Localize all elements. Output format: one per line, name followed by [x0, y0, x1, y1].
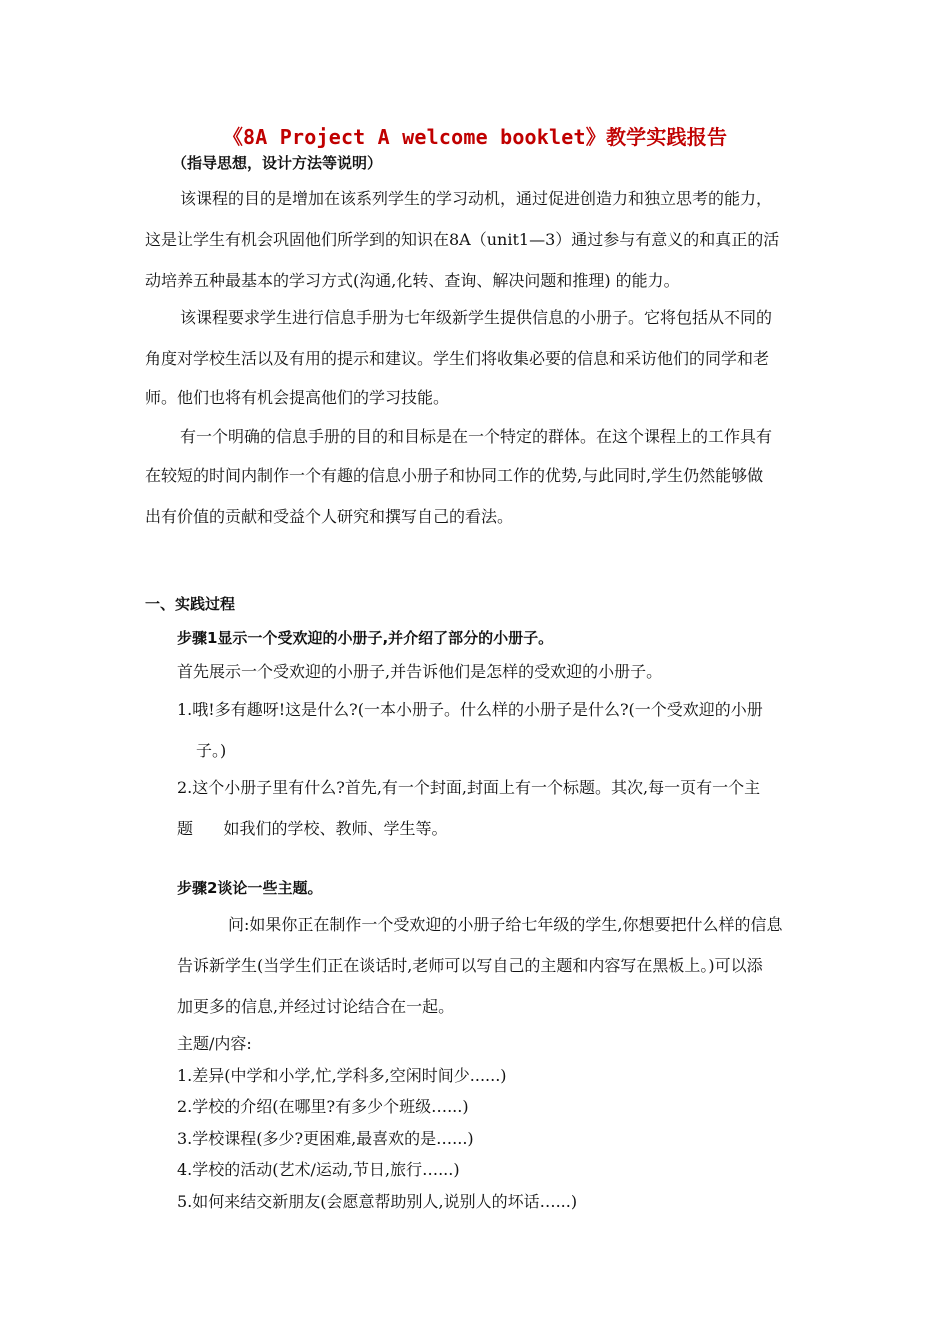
intro-p2-line2: 角度对学校生活以及有用的提示和建议。学生们将收集必要的信息和采访他们的同学和老	[145, 349, 770, 368]
topic-item: 3.学校课程(多少?更困难,最喜欢的是…...)	[177, 1129, 474, 1148]
document-title: 《8A Project A welcome booklet》教学实践报告	[222, 125, 728, 149]
intro-p1-line1: 该课程的目的是增加在该系列学生的学习动机，通过促进创造力和独立思考的能力，	[180, 189, 773, 208]
step1-line1: 首先展示一个受欢迎的小册子,并告诉他们是怎样的受欢迎的小册子。	[177, 662, 663, 681]
step1-line4: 2.这个小册子里有什么?首先,有一个封面,封面上有一个标题。其次,每一页有一个主	[177, 778, 761, 797]
step1-line3: 子。)	[196, 741, 227, 760]
topic-item: 1.差异(中学和小学,忙,学科多,空闲时间少......)	[177, 1066, 507, 1085]
topic-item: 2.学校的介绍(在哪里?有多少个班级…...)	[177, 1097, 469, 1116]
intro-p2-line1: 该课程要求学生进行信息手册为七年级新学生提供信息的小册子。它将包括从不同的	[180, 308, 773, 327]
step1-line5: 题 如我们的学校、教师、学生等。	[177, 819, 448, 838]
document-subtitle: （指导思想，设计方法等说明）	[172, 154, 383, 172]
intro-p3-line2: 在较短的时间内制作一个有趣的信息小册子和协同工作的优势,与此同时,学生仍然能够做	[145, 466, 764, 485]
intro-p3-line3: 出有价值的贡献和受益个人研究和撰写自己的看法。	[145, 507, 514, 526]
step2-line2: 告诉新学生(当学生们正在谈话时,老师可以写自己的主题和内容写在黑板上。)可以添	[177, 956, 763, 975]
step2-line1: 问:如果你正在制作一个受欢迎的小册子给七年级的学生,你想要把什么样的信息	[228, 915, 783, 934]
intro-p1-line2: 这是让学生有机会巩固他们所学到的知识在8A（unit1—3）通过参与有意义的和真正的活	[145, 230, 780, 249]
intro-p1-line3: 动培养五种最基本的学习方式(沟通,化转、查询、解决问题和推理) 的能力。	[145, 271, 680, 290]
topics-label: 主题/内容:	[177, 1034, 252, 1053]
topic-item: 5.如何来结交新朋友(会愿意帮助别人,说别人的坏话…...)	[177, 1192, 578, 1211]
intro-p3-line1: 有一个明确的信息手册的目的和目标是在一个特定的群体。在这个课程上的工作具有	[180, 427, 773, 446]
step2-line3: 加更多的信息,并经过讨论结合在一起。	[177, 997, 455, 1016]
section1-heading: 一、实践过程	[145, 595, 236, 613]
step1-heading: 步骤1显示一个受欢迎的小册子,并介绍了部分的小册子。	[177, 629, 554, 647]
intro-p2-line3: 师。他们也将有机会提高他们的学习技能。	[145, 388, 450, 407]
step2-heading: 步骤2谈论一些主题。	[177, 879, 323, 897]
topic-item: 4.学校的活动(艺术/运动,节日,旅行…...)	[177, 1160, 460, 1179]
step1-line2: 1.哦!多有趣呀!这是什么?(一本小册子。什么样的小册子是什么?(一个受欢迎的小册	[177, 700, 763, 719]
